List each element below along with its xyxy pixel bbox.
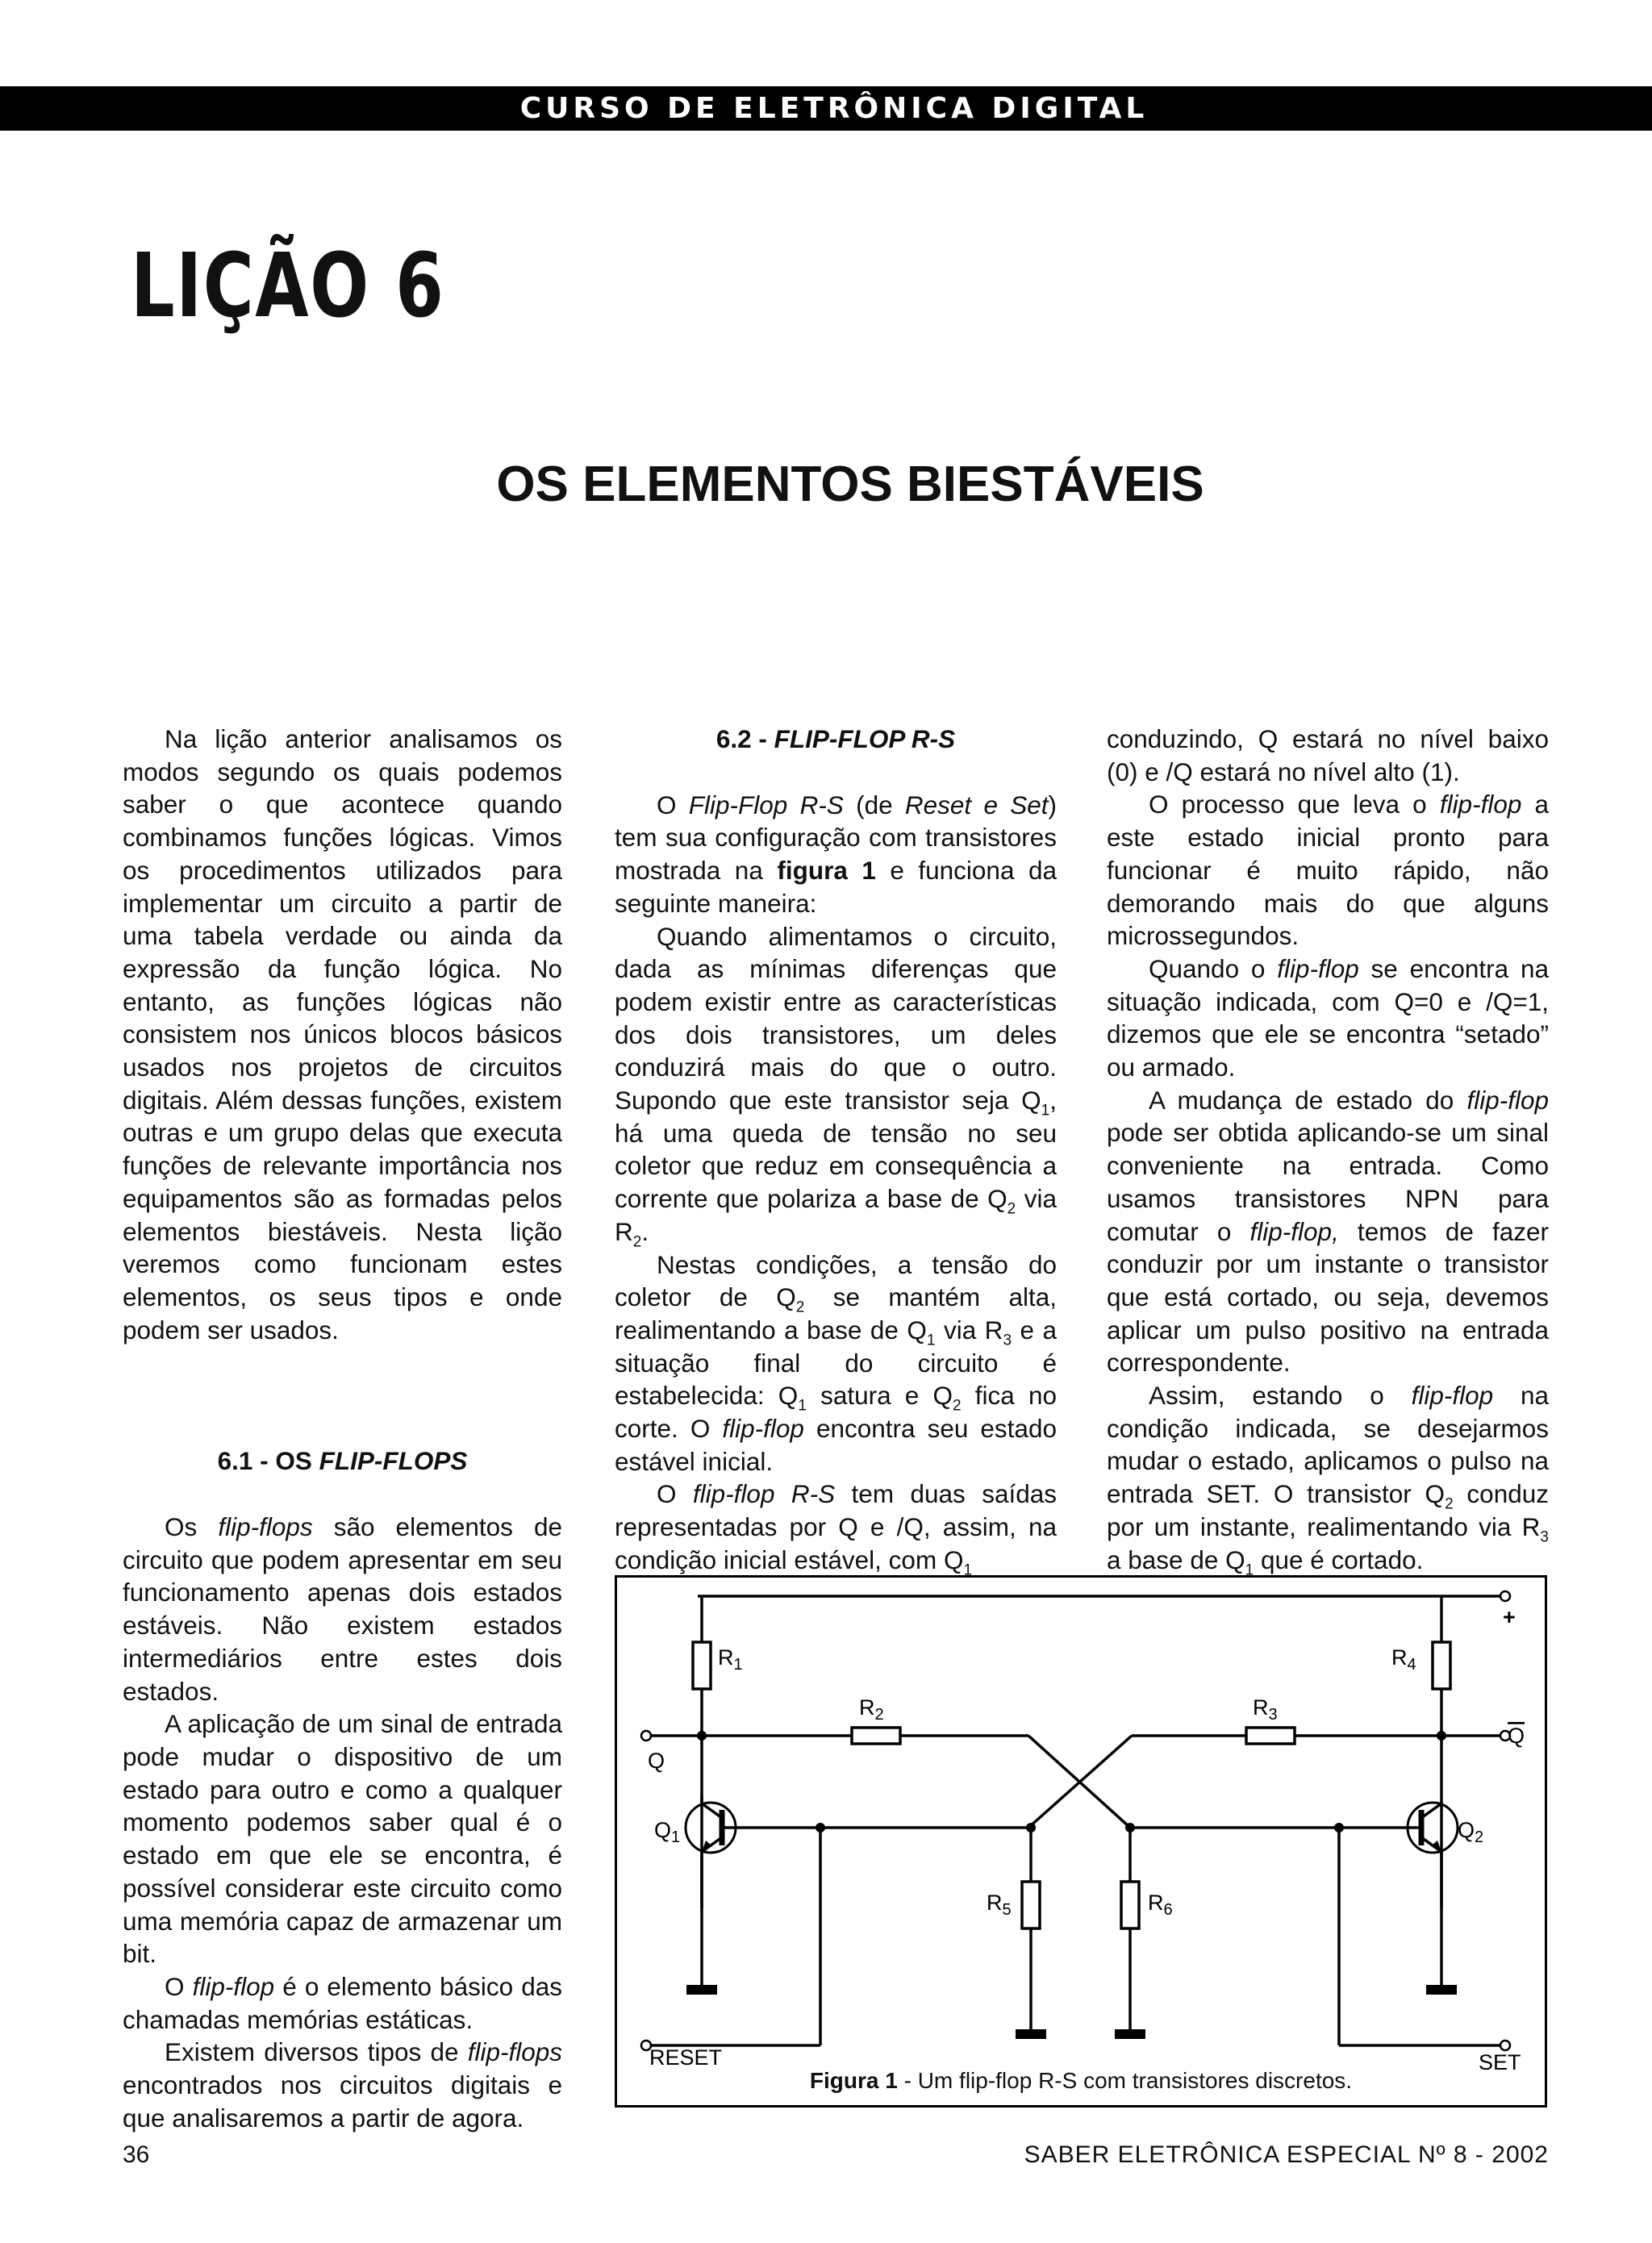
section-title: OS ELEMENTOS BIESTÁVEIS	[496, 457, 1204, 512]
paragraph: A aplicação de um sinal de entrada pode mudar o dispositivo de um estado para outro e como a qualquer momento podemos saber qual é o estado em que ele se encontra, é possível considerar este circuito como uma memória capaz de armazenar um bit.	[123, 1709, 562, 1969]
figure-caption: Figura 1 - Um flip-flop R-S com transistores discretos.	[809, 2068, 1353, 2093]
paragraph: O Flip-Flop R-S (de Reset e Set) tem sua configuração com transistores mostrada na figura 1 e funciona da seguinte maneira:	[615, 790, 1058, 918]
q2-label: $Q_2$	[1458, 1818, 1484, 1846]
ground-symbol	[1426, 1985, 1457, 1995]
supply-terminal	[1500, 1591, 1510, 1601]
lesson-title: LIÇÃO 6	[131, 234, 445, 337]
paragraph: Quando alimentamos o circuito, dada as mínimas diferenças que podem existir entre as características dos dois transistores, um deles conduzirá mais do que o outro. Supondo que este transistor seja $Q_1$, há uma queda de tensão no seu coletor que reduz em consequência a corrente que polariza a base de $Q_2$ via $R_2$.	[615, 921, 1057, 1251]
reset-label: RESET	[649, 2045, 723, 2070]
paragraph: Existem diversos tipos de flip-flops encontrados nos circuitos digitais e que analisaremos a partir de agora.	[123, 2037, 562, 2133]
ground-symbol	[686, 1985, 717, 1995]
r2-label: $R_2$	[859, 1695, 884, 1724]
r1-label: $R_1$	[718, 1645, 743, 1674]
resistor-r4	[1433, 1642, 1450, 1689]
flip-flop-schematic	[617, 1578, 1545, 2105]
paragraph: Na lição anterior analisamos os modos segundo os quais podemos saber o que acontece quando combinamos funções lógicas. Vimos os procedimentos utilizados para implementar um circuito a partir de uma tabela verdade ou ainda da expressão da função lógica. No entanto, as funções lógicas não consistem nos únicos blocos básicos usados nos projetos de circuitos digitais. Além dessas funções, existem outras e um grupo delas que executa funções de relevante importância nos equipamentos são as formadas pelos elementos biestáveis. Nesta lição veremos como funcionam estes elementos, os seus tipos e onde podem ser usados.	[123, 724, 562, 1345]
paragraph: O flip-flop é o elemento básico das chamadas memórias estáticas.	[123, 1971, 562, 2034]
ground-symbol	[1016, 2029, 1046, 2039]
subsection-heading-6-1: 6.1 - OS FLIP-FLOPS	[217, 1446, 468, 1476]
set-label: SET	[1479, 2050, 1521, 2074]
q-output-terminal	[641, 1731, 651, 1741]
junction-dot	[1334, 1823, 1344, 1832]
resistor-r2	[852, 1728, 900, 1744]
subsection-heading-6-2: 6.2 - FLIP-FLOP R-S	[715, 724, 956, 753]
page-number: 36	[123, 2141, 150, 2168]
junction-dot	[1125, 1823, 1135, 1832]
plus-label: +	[1503, 1605, 1516, 1629]
resistor-r1	[693, 1642, 711, 1689]
paragraph: Quando o flip-flop se encontra na situação indicada, com Q=0 e /Q=1, dizemos que ele se encontra “setado” ou armado.	[1107, 953, 1549, 1082]
magazine-footer: SABER ELETRÔNICA ESPECIAL Nº 8 - 2002	[1024, 2141, 1549, 2168]
qbar-label: Q	[1508, 1724, 1525, 1748]
paragraph: Os flip-flops são elementos de circuito que podem apresentar em seu funcionamento apenas dois estados estáveis. Não existem estados intermediários entre estes dois estados.	[123, 1512, 562, 1706]
ground-symbol	[1115, 2029, 1145, 2039]
paragraph: conduzindo, Q estará no nível baixo (0) e /Q estará no nível alto (1).	[1107, 724, 1549, 786]
text-column-3	[1107, 723, 1549, 1576]
set-terminal	[1500, 2041, 1510, 2050]
text-column-1	[123, 723, 562, 2134]
figure-1-box	[615, 1575, 1547, 2108]
paragraph: Assim, estando o flip-flop na condição indicada, se desejarmos mudar o estado, aplicamos o pulso na entrada SET. O transistor $Q_2$ conduz por um instante, realimentando via $R_3$ a base de $Q_1$ que é cortado.	[1107, 1381, 1550, 1578]
paragraph: Nestas condições, a tensão do coletor de $Q_2$ se mantém alta, realimentando a base de $Q_1$ via $R_3$ e a situação final do circuito é estabelecida: $Q_1$ satura e $Q_2$ fica no corte. O flip-flop encontra seu estado estável inicial.	[615, 1249, 1057, 1476]
resistor-r5	[1022, 1882, 1040, 1928]
junction-dot	[816, 1823, 825, 1832]
series-title: CURSO DE ELETRÔNICA DIGITAL	[519, 92, 1149, 125]
q-label: Q	[648, 1749, 665, 1773]
resistor-r3	[1246, 1728, 1295, 1744]
resistor-r6	[1121, 1882, 1139, 1928]
q1-emitter-arrow	[702, 1841, 712, 1852]
text-column-2	[615, 723, 1057, 1577]
paragraph: O processo que leva o flip-flop a este estado inicial pronto para funcionar é muito rápido, não demorando mais do que alguns microssegundos.	[1107, 790, 1550, 951]
junction-dot	[1437, 1731, 1446, 1741]
r6-label: $R_6$	[1148, 1891, 1173, 1919]
series-header-bar	[0, 86, 1652, 131]
q1-label: $Q_1$	[654, 1818, 681, 1846]
paragraph: A mudança de estado do flip-flop pode ser obtida aplicando-se um sinal conveniente na entrada. Como usamos transistores NPN para comutar o flip-flop, temos de fazer conduzir por um instante o transistor que está cortado, ou seja, devemos aplicar um pulso positivo na entrada correspondente.	[1107, 1085, 1549, 1378]
paragraph: O flip-flop R-S tem duas saídas representadas por Q e /Q, assim, na condição inicial estável, com $Q_1$	[615, 1479, 1057, 1579]
r5-label: $R_5$	[987, 1891, 1012, 1919]
junction-dot	[1026, 1823, 1036, 1832]
q2-emitter-arrow	[1431, 1841, 1441, 1852]
r3-label: $R_3$	[1253, 1695, 1278, 1724]
junction-dot	[697, 1731, 707, 1741]
r4-label: $R_4$	[1391, 1645, 1416, 1674]
